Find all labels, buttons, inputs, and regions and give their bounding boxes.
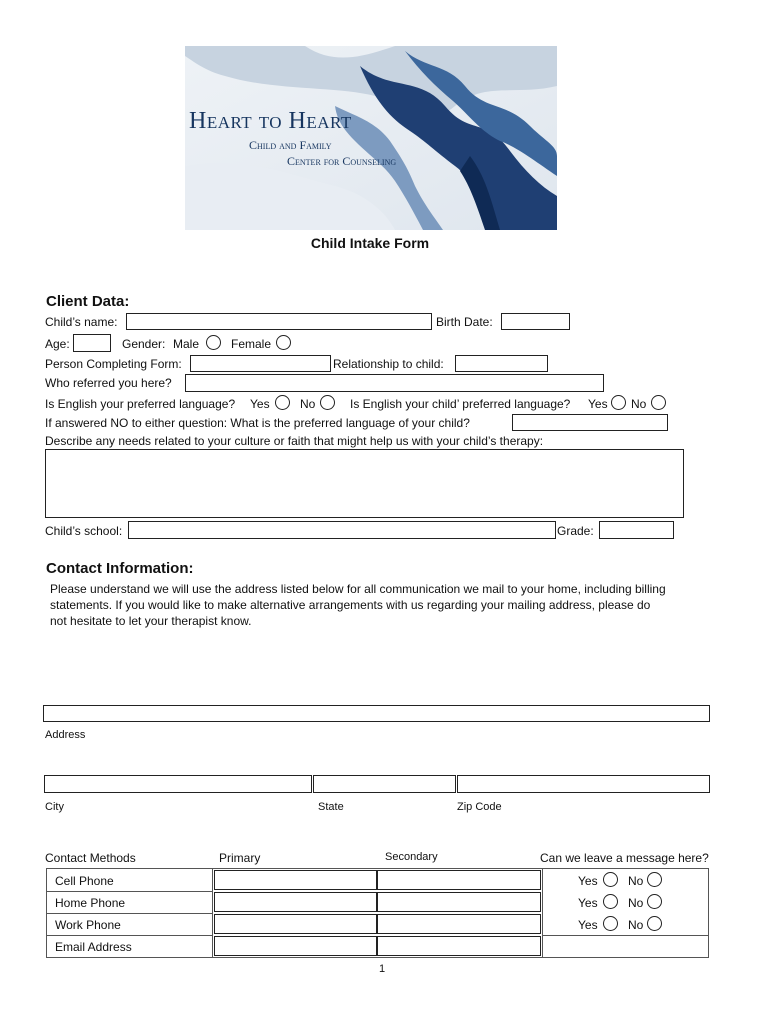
logo: [185, 46, 557, 230]
english-pref-no-radio[interactable]: [320, 395, 335, 410]
english-pref-yes-radio[interactable]: [275, 395, 290, 410]
female-label: Female: [231, 337, 272, 351]
cell-secondary-input[interactable]: [377, 870, 541, 890]
relationship-label: Relationship to child:: [333, 357, 444, 371]
table-row-divider: [542, 935, 708, 936]
logo-subtitle-line1: Child and Family: [249, 138, 332, 152]
contact-heading: Contact Information:: [46, 560, 194, 577]
table-row-label: Home Phone: [55, 896, 126, 910]
referred-label: Who referred you here?: [45, 376, 172, 390]
childs-name-input[interactable]: [126, 313, 432, 330]
male-label: Male: [173, 337, 200, 351]
english-child-yes-label: Yes: [588, 397, 608, 411]
table-row-divider: [47, 891, 212, 892]
table-divider: [542, 869, 543, 957]
relationship-input[interactable]: [455, 355, 548, 372]
address-input[interactable]: [43, 705, 710, 722]
cell-no-label: No: [628, 874, 644, 888]
work-no-radio[interactable]: [647, 916, 662, 931]
email-secondary-input[interactable]: [377, 936, 541, 956]
male-radio[interactable]: [206, 335, 221, 350]
logo-title: Heart to Heart: [189, 108, 352, 134]
school-input[interactable]: [128, 521, 556, 539]
grade-input[interactable]: [599, 521, 674, 539]
contact-notice-line1: Please understand we will use the address listed below for all communication we mail to your home, including billing: [50, 582, 666, 596]
message-header: Can we leave a message here?: [540, 851, 709, 865]
english-child-yes-radio[interactable]: [611, 395, 626, 410]
work-secondary-input[interactable]: [377, 914, 541, 934]
home-yes-radio[interactable]: [603, 894, 618, 909]
contact-methods-table: [46, 868, 709, 958]
methods-header: Contact Methods: [45, 851, 136, 865]
preferred-language-input[interactable]: [512, 414, 668, 431]
age-input[interactable]: [73, 334, 111, 352]
home-no-radio[interactable]: [647, 894, 662, 909]
page-number: 1: [379, 963, 386, 975]
birth-date-input[interactable]: [501, 313, 570, 330]
form-title: Child Intake Form: [310, 235, 430, 251]
state-input[interactable]: [313, 775, 456, 793]
female-radio[interactable]: [276, 335, 291, 350]
grade-label: Grade:: [557, 524, 594, 538]
contact-notice-line3: not hesitate to let your therapist know.: [50, 614, 252, 628]
english-pref-no-label: No: [300, 397, 316, 411]
logo-artwork: [185, 46, 557, 230]
work-yes-label: Yes: [578, 918, 598, 932]
logo-subtitle-line2: Center for Counseling: [287, 154, 397, 168]
culture-label: Describe any needs related to your culture or faith that might help us with your child’s therapy:: [45, 434, 544, 448]
client-data-heading: Client Data:: [46, 293, 130, 310]
home-primary-input[interactable]: [214, 892, 377, 912]
email-primary-input[interactable]: [214, 936, 377, 956]
cell-no-radio[interactable]: [647, 872, 662, 887]
contact-notice-line2: statements. If you would like to make alternative arrangements with us regarding your mailing address, please do: [50, 598, 651, 612]
cell-yes-radio[interactable]: [603, 872, 618, 887]
school-label: Child’s school:: [45, 524, 123, 538]
table-row-label: Work Phone: [55, 918, 121, 932]
if-no-label: If answered NO to either question: What is the preferred language of your child?: [45, 416, 470, 430]
table-divider: [212, 869, 213, 957]
childs-name-label: Child’s name:: [45, 315, 118, 329]
table-row-divider: [47, 935, 212, 936]
culture-textarea[interactable]: [45, 449, 684, 518]
english-child-label: Is English your child’ preferred language?: [350, 397, 571, 411]
cell-yes-label: Yes: [578, 874, 598, 888]
city-input[interactable]: [44, 775, 312, 793]
person-completing-label: Person Completing Form:: [45, 357, 182, 371]
table-row-label: Email Address: [55, 940, 132, 954]
home-secondary-input[interactable]: [377, 892, 541, 912]
table-row-label: Cell Phone: [55, 874, 114, 888]
english-pref-yes-label: Yes: [250, 397, 270, 411]
address-label: Address: [45, 729, 86, 741]
work-primary-input[interactable]: [214, 914, 377, 934]
work-no-label: No: [628, 918, 644, 932]
english-pref-label: Is English your preferred language?: [45, 397, 236, 411]
zip-input[interactable]: [457, 775, 710, 793]
secondary-header: Secondary: [385, 851, 438, 863]
english-child-no-label: No: [631, 397, 647, 411]
age-label: Age:: [45, 337, 70, 351]
english-child-no-radio[interactable]: [651, 395, 666, 410]
city-label: City: [45, 801, 64, 813]
table-row-divider: [47, 913, 212, 914]
home-no-label: No: [628, 896, 644, 910]
primary-header: Primary: [219, 851, 261, 865]
work-yes-radio[interactable]: [603, 916, 618, 931]
state-label: State: [318, 801, 344, 813]
referred-input[interactable]: [185, 374, 604, 392]
birth-date-label: Birth Date:: [436, 315, 493, 329]
zip-label: Zip Code: [457, 801, 502, 813]
person-completing-input[interactable]: [190, 355, 331, 372]
gender-label: Gender:: [122, 337, 166, 351]
cell-primary-input[interactable]: [214, 870, 377, 890]
home-yes-label: Yes: [578, 896, 598, 910]
